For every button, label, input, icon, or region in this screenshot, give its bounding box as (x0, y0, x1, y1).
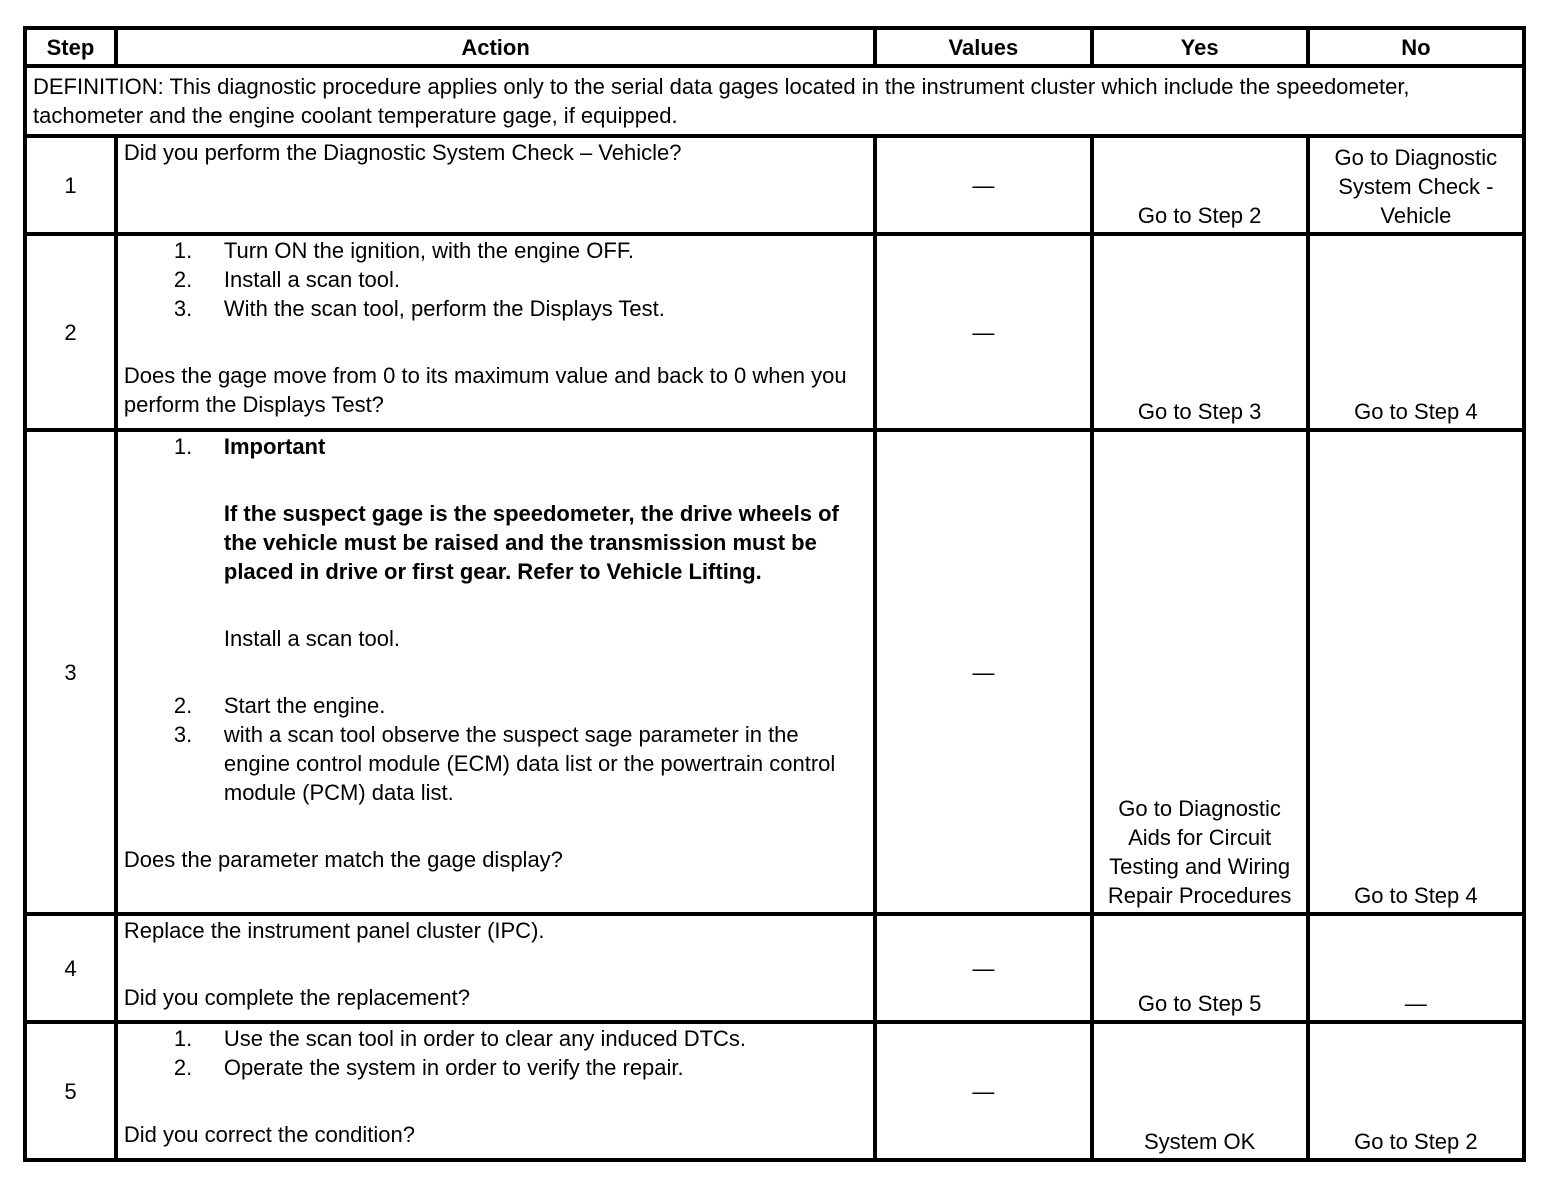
item-text: Operate the system in order to verify the repair. (223, 1055, 684, 1080)
header-action: Action (116, 28, 875, 66)
list-item (124, 1053, 867, 1082)
action-cell (116, 430, 875, 914)
step-number: 4 (25, 914, 116, 1022)
yes-cell: System OK (1092, 1022, 1308, 1160)
no-link[interactable]: Go to Step 2 (1308, 1022, 1524, 1160)
yes-link[interactable]: Go to Step 2 (1092, 136, 1308, 234)
values-cell: — (875, 1022, 1091, 1160)
no-link[interactable]: Go to Step 4 (1308, 234, 1524, 430)
important-note: If the suspect gage is the speedometer, the drive wheels of the vehicle must be raised and the transmission must be placed in drive or first gear. Refer to Vehicle Lifting. (223, 501, 839, 584)
definition-row (25, 66, 1524, 136)
item-number: 1. (173, 434, 193, 459)
question-text: Did you complete the replacement? (123, 985, 470, 1010)
item-number: 3. (173, 722, 193, 747)
item-text: Turn ON the ignition, with the engine OFF. (223, 238, 634, 263)
header-values: Values (875, 28, 1091, 66)
header-no: No (1308, 28, 1524, 66)
list-item (124, 720, 867, 807)
step-number: 5 (25, 1022, 116, 1160)
definition-text: DEFINITION: This diagnostic procedure applies only to the serial data gages located in the instrument cluster which include the speedometer, tachometer and the engine coolant temperature gage, if equipped. (25, 66, 1524, 136)
action-cell (116, 1022, 875, 1160)
table-row (25, 1022, 1524, 1160)
values-cell: — (875, 234, 1091, 430)
values-cell: — (875, 430, 1091, 914)
item-number: 2. (173, 693, 193, 718)
instruction-text: Replace the instrument panel cluster (IPC). (123, 918, 545, 943)
table-row (25, 136, 1524, 234)
procedure-list (124, 1024, 867, 1082)
step-number: 3 (25, 430, 116, 914)
action-cell (116, 914, 875, 1022)
question-text: Does the parameter match the gage display? (123, 847, 563, 872)
item-number: 2. (173, 267, 193, 292)
yes-link[interactable]: Go to Step 3 (1092, 234, 1308, 430)
item-text: with a scan tool observe the suspect sage parameter in the engine control module (ECM) data list or the powertrain control module (PCM) data list. (223, 722, 836, 805)
table-row (25, 430, 1524, 914)
header-row (25, 28, 1524, 66)
no-link[interactable]: Go to Diagnostic System Check - Vehicle (1308, 136, 1524, 234)
item-number: 3. (173, 296, 193, 321)
install-text: Install a scan tool. (223, 626, 400, 651)
list-item (124, 236, 867, 265)
list-item (124, 294, 867, 323)
item-number: 1. (173, 238, 193, 263)
header-yes: Yes (1092, 28, 1308, 66)
step-number: 2 (25, 234, 116, 430)
list-item (124, 691, 867, 720)
item-number: 2. (173, 1055, 193, 1080)
procedure-list (124, 236, 867, 323)
question-text: Does the gage move from 0 to its maximum value and back to 0 when you perform the Displays Test? (123, 363, 847, 417)
item-number: 1. (173, 1026, 193, 1051)
diagnostic-table (23, 26, 1526, 1162)
question-text: Did you perform the Diagnostic System Check – Vehicle? (123, 140, 682, 165)
list-item (124, 1024, 867, 1053)
list-item (124, 265, 867, 294)
action-cell (116, 234, 875, 430)
table-row (25, 234, 1524, 430)
values-cell: — (875, 914, 1091, 1022)
item-text: Install a scan tool. (223, 267, 400, 292)
item-text: Start the engine. (223, 693, 386, 718)
action-cell (116, 136, 875, 234)
yes-link[interactable]: Go to Diagnostic Aids for Circuit Testing and Wiring Repair Procedures (1092, 430, 1308, 914)
item-text: With the scan tool, perform the Displays Test. (223, 296, 665, 321)
item-text: Use the scan tool in order to clear any induced DTCs. (223, 1026, 747, 1051)
important-label: Important (223, 434, 326, 459)
procedure-list (124, 432, 867, 807)
yes-link[interactable]: Go to Step 5 (1092, 914, 1308, 1022)
values-cell: — (875, 136, 1091, 234)
header-step: Step (25, 28, 116, 66)
no-cell: — (1308, 914, 1524, 1022)
table-row (25, 914, 1524, 1022)
list-item-important (124, 432, 867, 691)
question-text: Did you correct the condition? (123, 1122, 415, 1147)
step-number: 1 (25, 136, 116, 234)
no-link[interactable]: Go to Step 4 (1308, 430, 1524, 914)
